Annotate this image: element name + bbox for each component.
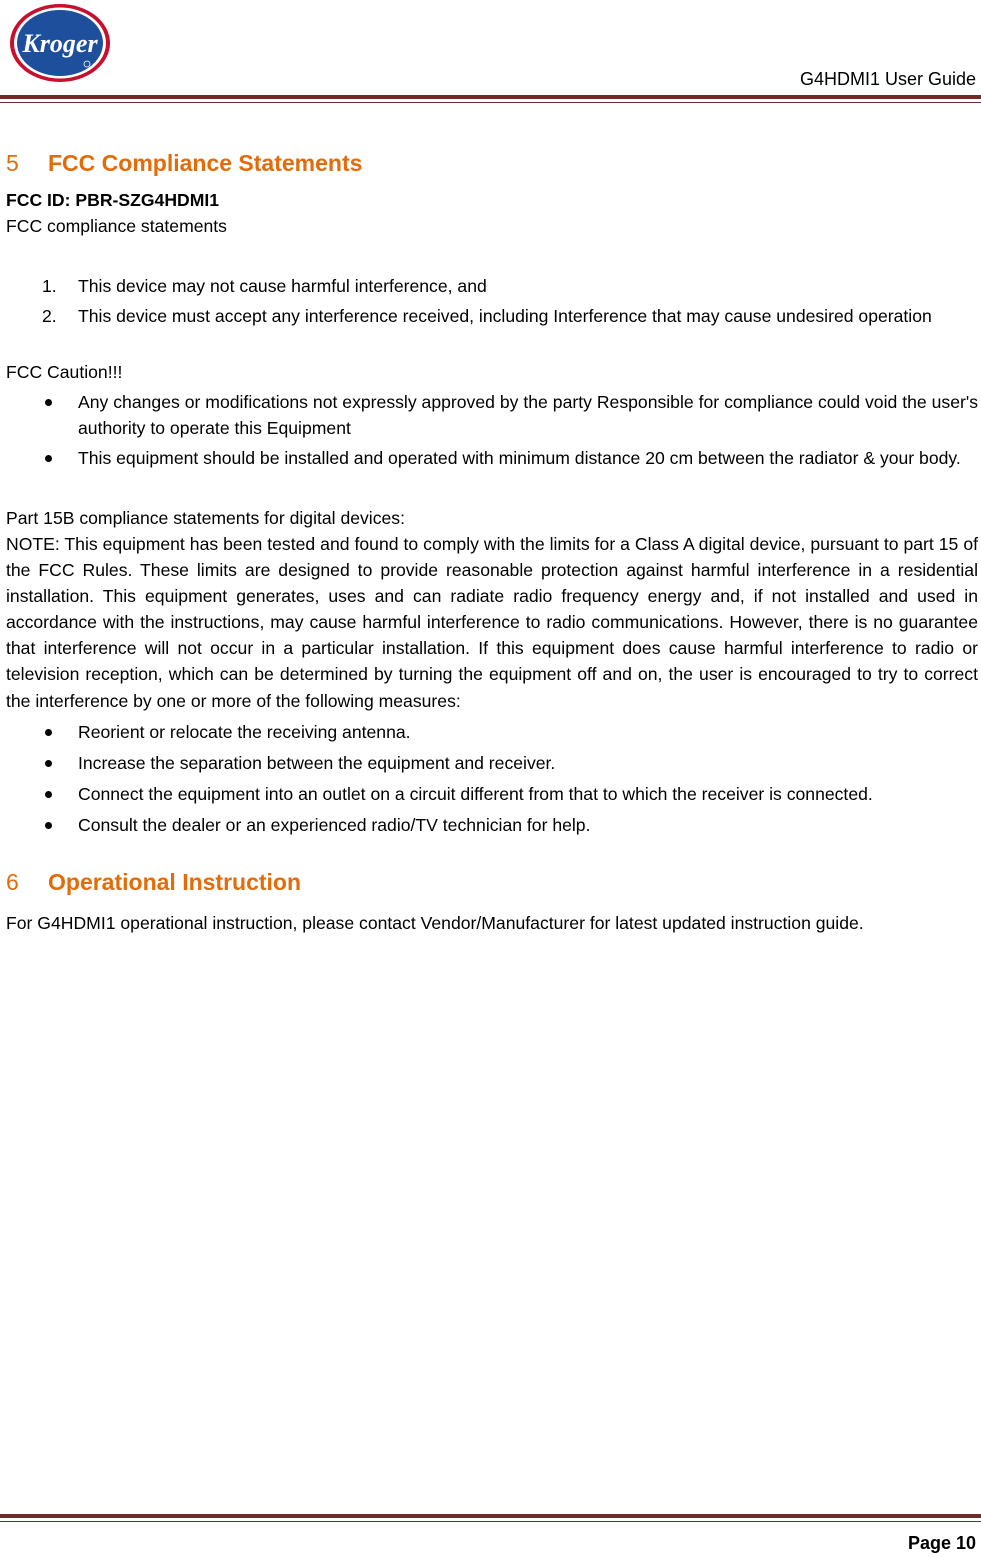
- part15-label: Part 15B compliance statements for digital devices:: [6, 508, 405, 528]
- list-item: [6, 750, 978, 776]
- operational-body: For G4HDMI1 operational instruction, please contact Vendor/Manufacturer for latest updated instruction guide.: [6, 912, 864, 933]
- section-6-heading: [6, 864, 978, 900]
- section-title: FCC Compliance Statements: [48, 150, 363, 176]
- list-item-text: Consult the dealer or an experienced radio/TV technician for help.: [78, 814, 591, 835]
- list-item-text: Connect the equipment into an outlet on a circuit different from that to which the receiver is connected.: [78, 783, 873, 804]
- footer-rule: [0, 1514, 981, 1524]
- list-item-text: Any changes or modifications not expressly approved by the party Responsible for compliance could void the user's authority to operate this Equipment: [78, 392, 978, 438]
- list-item: [6, 303, 978, 329]
- list-item: [6, 812, 978, 838]
- header-rule: [0, 95, 981, 105]
- caution-label: FCC Caution!!!: [6, 362, 123, 382]
- list-item: [6, 719, 978, 745]
- list-item-text: This equipment should be installed and operated with minimum distance 20 cm between the radiator & your body.: [78, 448, 961, 468]
- section-title: Operational Instruction: [48, 868, 302, 895]
- list-item: [6, 781, 978, 807]
- bullet-icon: [45, 760, 52, 767]
- list-item-text: This device must accept any interference received, including Interference that may cause undesired operation: [78, 306, 932, 326]
- numbered-list: [6, 273, 978, 329]
- list-item-text: Reorient or relocate the receiving antenna.: [78, 721, 411, 742]
- list-marker: 2.: [42, 306, 57, 326]
- measures-list: [6, 719, 978, 838]
- list-item-text: Increase the separation between the equipment and receiver.: [78, 752, 556, 773]
- bullet-icon: [45, 455, 52, 462]
- section-number: 6: [6, 868, 19, 895]
- section-5-heading: [6, 145, 978, 181]
- list-item: [6, 445, 978, 471]
- document-body: [6, 145, 978, 936]
- guide-title: G4HDMI1 User Guide: [799, 69, 976, 89]
- list-item: [6, 273, 978, 299]
- kroger-logo: [8, 2, 112, 84]
- caution-list: [6, 389, 978, 471]
- page-number: Page 10: [907, 1533, 976, 1553]
- list-item-text: This device may not cause harmful interference, and: [78, 276, 487, 296]
- list-item: [6, 389, 978, 441]
- section-number: 5: [6, 150, 19, 176]
- bullet-icon: [45, 399, 52, 406]
- fcc-intro: FCC compliance statements: [6, 216, 227, 236]
- bullet-icon: [45, 791, 52, 798]
- fcc-note: NOTE: This equipment has been tested and found to comply with the limits for a Class A digital device, pursuant to part 15 of the FCC Rules. These limits are designed to provide reasonable protection against harmful interference in a residential installation. This equipment generates, uses and can radiate radio frequency energy and, if not installed and used in accordance with the instructions, may cause harmful interference to radio communications. However, there is no guarantee that interference will not occur in a particular installation. If this equipment does cause harmful interference to radio or television reception, which can be determined by turning the equipment off and on, the user is encouraged to try to correct the interference by one or more of the following measures:: [6, 534, 978, 711]
- bullet-icon: [45, 822, 52, 829]
- bullet-icon: [45, 729, 52, 736]
- fcc-id: FCC ID: PBR-SZG4HDMI1: [6, 190, 220, 210]
- logo-wordmark: Kroger: [22, 29, 98, 58]
- list-marker: 1.: [42, 276, 57, 296]
